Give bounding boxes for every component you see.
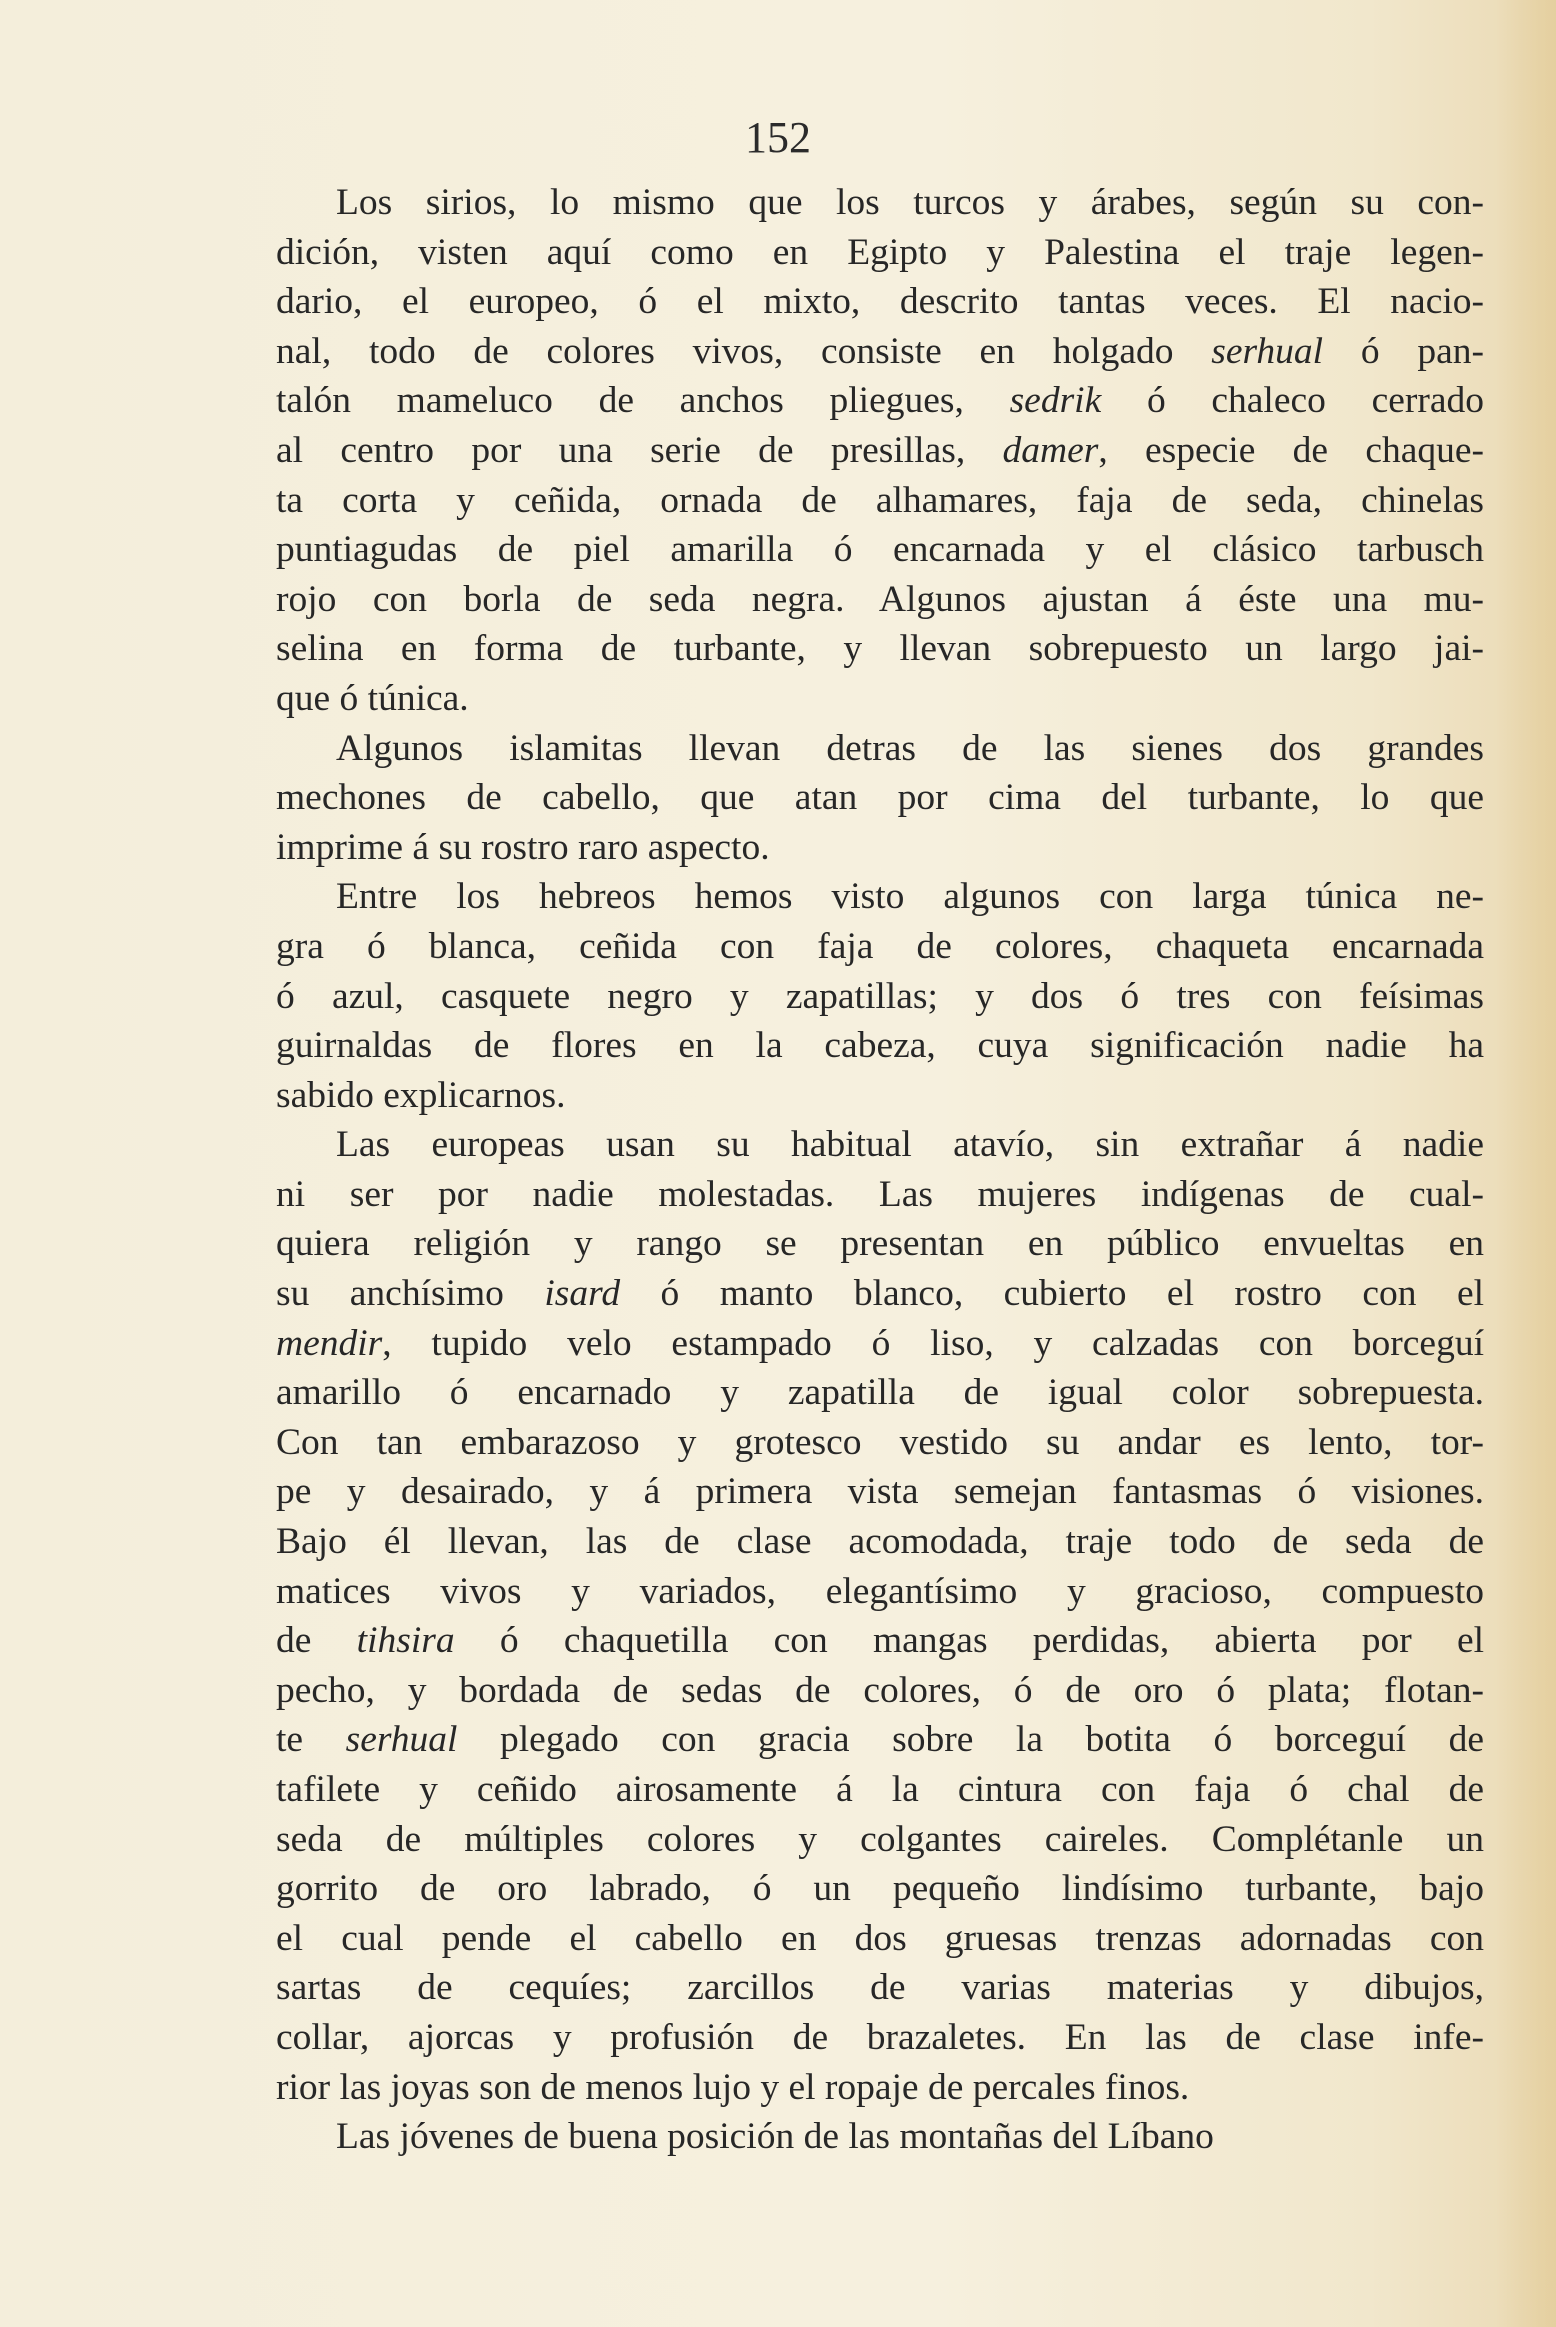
text-line: [276, 1715, 1484, 1765]
page-number: 152: [745, 113, 811, 162]
text-line: seda de múltiples colores y colgantes caireles. Complétanle un: [276, 1818, 1484, 1860]
text-line: Las europeas usan su habitual atavío, sin extrañar á nadie: [336, 1124, 1484, 1166]
text-segment: , tupido velo estampado ó liso, y calzadas con borceguí: [382, 1322, 1484, 1364]
page-edge-shadow: [1496, 0, 1556, 2327]
italic-term: tihsira: [356, 1620, 455, 1662]
text-line: amarillo ó encarnado y zapatilla de igual color sobrepuesta.: [276, 1372, 1484, 1414]
text-line: pe y desairado, y á primera vista semejan fantasmas ó visiones.: [276, 1471, 1484, 1513]
italic-term: serhual: [345, 1719, 458, 1761]
italic-term: serhual: [1211, 330, 1324, 372]
text-segment: ó pan-: [1323, 330, 1484, 372]
text-line: gra ó blanca, ceñida con faja de colores, chaqueta encarnada: [276, 925, 1484, 967]
paragraph: [276, 872, 1484, 1120]
text-line: [276, 327, 1484, 377]
paragraph: [276, 724, 1484, 873]
text-segment: te: [276, 1719, 346, 1761]
text-line: ni ser por nadie molestadas. Las mujeres indígenas de cual-: [276, 1173, 1484, 1215]
text-segment: talón mameluco de anchos pliegues,: [276, 380, 1010, 422]
text-line: Entre los hebreos hemos visto algunos con larga túnica ne-: [336, 876, 1484, 918]
text-line: dario, el europeo, ó el mixto, descrito tantas veces. El nacio-: [276, 281, 1484, 323]
text-segment: de: [276, 1620, 357, 1662]
text-line: [276, 376, 1484, 426]
italic-term: isard: [544, 1273, 621, 1315]
text-segment: su anchísimo: [276, 1273, 545, 1315]
text-segment: ó chaquetilla con mangas perdidas, abierta por el: [454, 1620, 1485, 1662]
text-line: rojo con borla de seda negra. Algunos ajustan á éste una mu-: [276, 578, 1484, 620]
text-line: ta corta y ceñida, ornada de alhamares, faja de seda, chinelas: [276, 479, 1484, 521]
text-line: sabido explicarnos.: [276, 1074, 566, 1116]
paragraph: [276, 178, 1484, 724]
text-line: [276, 1269, 1484, 1319]
italic-term: sedrik: [1009, 380, 1102, 422]
italic-term: mendir: [276, 1322, 383, 1364]
text-line: [276, 426, 1484, 476]
text-segment: nal, todo de colores vivos, consiste en holgado: [276, 330, 1212, 372]
text-line: sartas de cequíes; zarcillos de varias materias y dibujos,: [276, 1967, 1484, 2009]
text-line: mechones de cabello, que atan por cima del turbante, lo que: [276, 777, 1484, 819]
text-line: gorrito de oro labrado, ó un pequeño lindísimo turbante, bajo: [276, 1868, 1484, 1910]
text-segment: plegado con gracia sobre la botita ó borceguí de: [457, 1719, 1484, 1761]
text-line: collar, ajorcas y profusión de brazaletes. En las de clase infe-: [276, 2016, 1484, 2058]
text-line: Los sirios, lo mismo que los turcos y árabes, según su con-: [336, 182, 1484, 223]
text-line: ó azul, casquete negro y zapatillas; y dos ó tres con feísimas: [276, 975, 1484, 1017]
paragraph: [276, 1120, 1484, 2112]
text-line: tafilete y ceñido airosamente á la cintura con faja ó chal de: [276, 1769, 1484, 1810]
text-line: matices vivos y variados, elegantísimo y gracioso, compuesto: [276, 1570, 1484, 1612]
text-line: imprime á su rostro raro aspecto.: [276, 826, 770, 868]
text-line: que ó túnica.: [276, 677, 469, 719]
text-line: selina en forma de turbante, y llevan sobrepuesto un largo jai-: [276, 628, 1484, 670]
body-text: [276, 178, 1484, 2162]
text-line: [276, 1616, 1484, 1666]
text-line: dición, visten aquí como en Egipto y Palestina el traje legen-: [276, 231, 1484, 273]
text-segment: ó chaleco cerrado: [1101, 380, 1485, 422]
text-segment: al centro por una serie de presillas,: [276, 429, 1003, 471]
text-line: [276, 1319, 1484, 1369]
text-line: el cual pende el cabello en dos gruesas trenzas adornadas con: [276, 1917, 1484, 1959]
text-line: pecho, y bordada de sedas de colores, ó de oro ó plata; flotan-: [276, 1669, 1484, 1711]
text-segment: ó manto blanco, cubierto el rostro con el: [620, 1273, 1485, 1315]
text-line: Las jóvenes de buena posición de las montañas del Líbano: [336, 2116, 1214, 2158]
text-segment: , especie de chaque-: [1098, 429, 1484, 471]
text-line: Con tan embarazoso y grotesco vestido su andar es lento, tor-: [276, 1421, 1484, 1463]
text-line: Bajo él llevan, las de clase acomodada, traje todo de seda de: [276, 1521, 1484, 1563]
text-line: puntiagudas de piel amarilla ó encarnada y el clásico tarbusch: [276, 529, 1484, 571]
text-line: guirnaldas de flores en la cabeza, cuya significación nadie ha: [276, 1025, 1484, 1067]
text-line: Algunos islamitas llevan detras de las sienes dos grandes: [336, 727, 1484, 769]
paragraph: [276, 2112, 1484, 2162]
text-line: rior las joyas son de menos lujo y el ropaje de percales finos.: [276, 2066, 1190, 2108]
italic-term: damer: [1002, 429, 1099, 471]
text-line: quiera religión y rango se presentan en público envueltas en: [276, 1223, 1484, 1265]
